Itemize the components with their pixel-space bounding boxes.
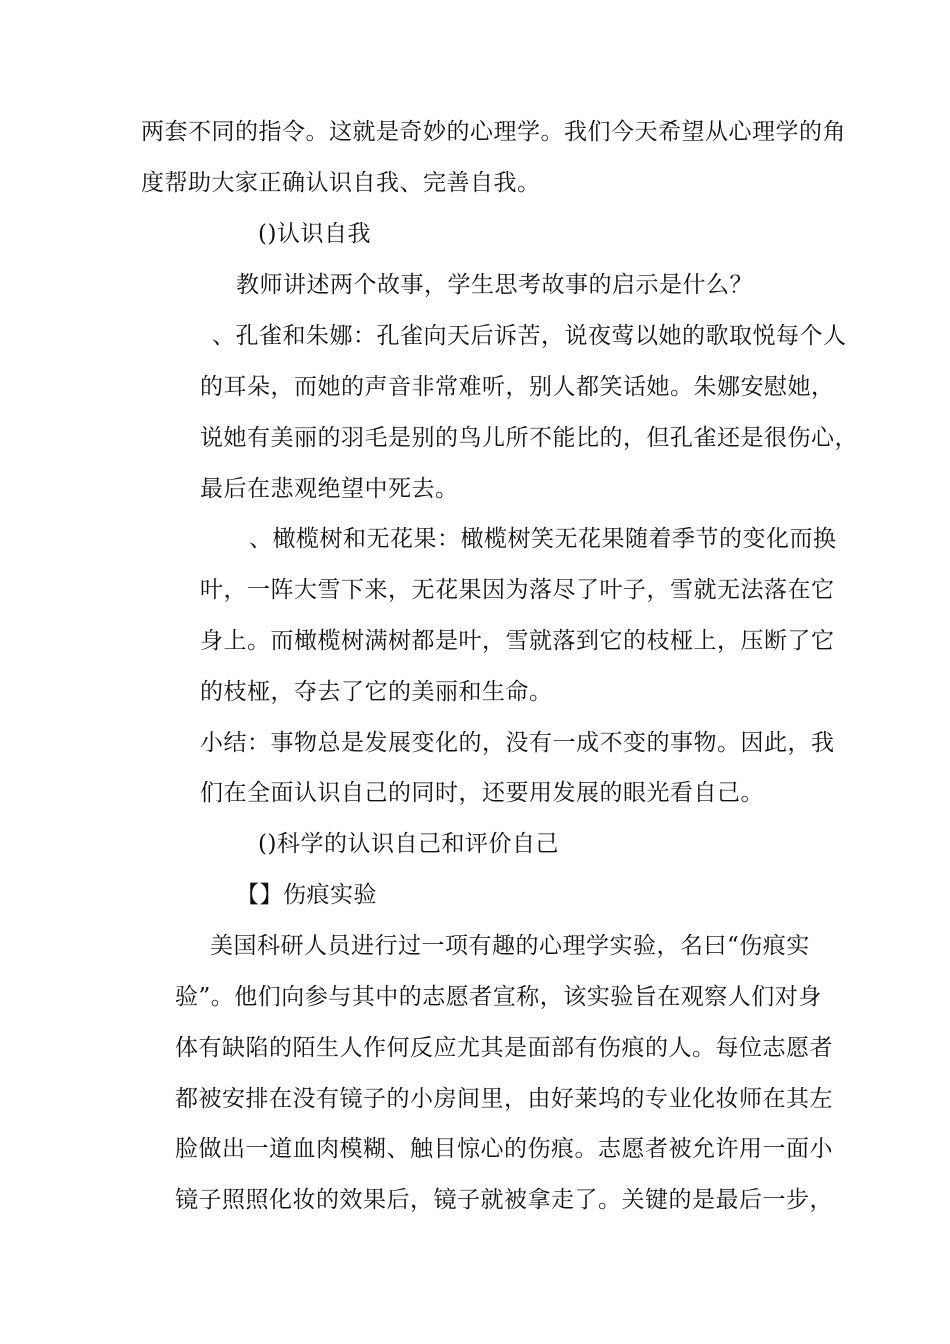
section-heading: ()科学的认识自己和评价自己 [258,831,559,857]
summary-line: 小结：事物总是发展变化的，没有一成不变的事物。因此，我 [200,730,835,756]
summary-line: 们在全面认识自己的同时，还要用发展的眼光看自己。 [200,780,764,806]
story-line: 、橄榄树和无花果：橄榄树笑无花果随着季节的变化而换 [249,526,837,552]
paragraph-line: 度帮助大家正确认识自我、完善自我。 [141,170,541,196]
paragraph-line: 两套不同的指令。这就是奇妙的心理学。我们今天希望从心理学的角 [141,119,846,145]
story-line: 的枝桠，夺去了它的美丽和生命。 [200,679,553,705]
story-line: 身上。而橄榄树满树都是叶，雪就落到它的枝桠上，压断了它 [200,628,835,654]
paragraph-line: 美国科研人员进行过一项有趣的心理学实验，名曰“伤痕实 [210,933,810,959]
paragraph-line: 都被安排在没有镜子的小房间里，由好莱坞的专业化妆师在其左 [175,1086,833,1112]
story-line: 叶，一阵大雪下来，无花果因为落尽了叶子，雪就无法落在它 [200,577,835,603]
paragraph-line: 教师讲述两个故事，学生思考故事的启示是什么？ [236,272,753,298]
section-heading: ()认识自我 [258,221,371,247]
paragraph-line: 脸做出一道血肉模糊、触目惊心的伤痕。志愿者被允许用一面小 [175,1136,833,1162]
paragraph-line: 镜子照照化妆的效果后，镜子就被拿走了。关键的是最后一步， [175,1187,833,1213]
story-line: 说她有美丽的羽毛是别的鸟儿所不能比的，但孔雀还是很伤心， [200,425,858,451]
experiment-title: 【】伤痕实验 [236,882,377,908]
paragraph-line: 验”。他们向参与其中的志愿者宣称，该实验旨在观察人们对身 [175,984,822,1010]
story-line: 最后在悲观绝望中死去。 [200,476,459,502]
story-line: 、孔雀和朱娜：孔雀向天后诉苦，说夜莺以她的歌取悦每个人 [212,323,847,349]
paragraph-line: 体有缺陷的陌生人作何反应尤其是面部有伤痕的人。每位志愿者 [175,1035,833,1061]
story-line: 的耳朵，而她的声音非常难听，别人都笑话她。朱娜安慰她， [200,374,835,400]
